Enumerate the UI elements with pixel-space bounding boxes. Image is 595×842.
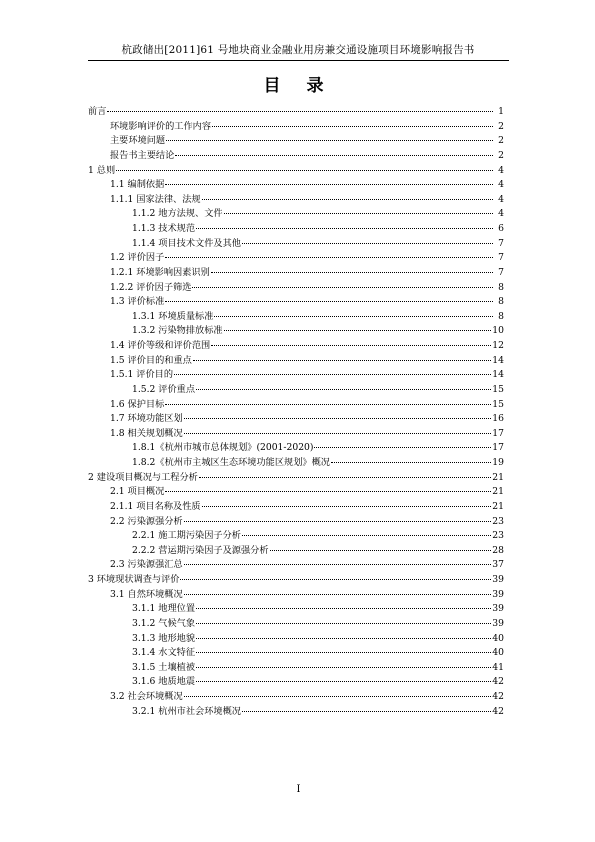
toc-title: 目 录: [263, 76, 334, 96]
toc-entry-page: 10: [492, 325, 504, 337]
toc-leader-dots: [242, 526, 491, 536]
toc-leader-dots: [184, 555, 492, 565]
table-of-contents: [88, 104, 504, 718]
toc-entry-page: 23: [492, 530, 504, 542]
toc-leader-dots: [107, 102, 493, 112]
toc-entry-title: 1.1.1 国家法律、法规: [110, 193, 201, 205]
toc-leader-dots: [242, 702, 491, 712]
toc-entry-title: 1.5.2 评价重点: [132, 383, 196, 395]
toc-entry-title: 1.3.1 环境质量标准: [132, 310, 214, 322]
toc-leader-dots: [196, 643, 491, 653]
header-rule: [88, 60, 509, 61]
toc-entry-title: 3.1.2 气候气象: [132, 617, 196, 629]
toc-entry-page: 15: [492, 398, 504, 410]
toc-entry-title: 1.3.2 污染物排放标准: [132, 325, 223, 337]
toc-leader-dots: [165, 292, 493, 302]
toc-entry-title: 2.2.2 营运期污染因子及源强分析: [132, 544, 269, 556]
toc-entry-title: 1.8 相关规划概况: [110, 427, 183, 439]
toc-entry-title: 1.5.1 评价目的: [110, 369, 174, 381]
toc-entry-page: 4: [498, 193, 504, 205]
toc-entry-title: 1.2.2 评价因子筛选: [110, 281, 192, 293]
toc-entry-page: 39: [492, 574, 504, 585]
toc-entry-page: 4: [498, 164, 504, 176]
toc-entry-title: 2.1.1 项目名称及性质: [110, 500, 201, 512]
toc-entry-title: 1.2 评价因子: [110, 252, 165, 264]
toc-entry-title: 1.6 保护目标: [110, 398, 165, 410]
toc-leader-dots: [196, 672, 491, 682]
toc-entry-title: 1.8.2《杭州市主城区生态环境功能区规划》概况: [132, 457, 330, 468]
toc-entry-title: 1.1.3 技术规范: [132, 223, 196, 234]
toc-entry-title: 3.1.3 地形地貌: [132, 632, 196, 644]
toc-leader-dots: [214, 307, 493, 317]
toc-leader-dots: [165, 482, 491, 492]
toc-leader-dots: [192, 278, 493, 288]
toc-leader-dots: [184, 585, 492, 595]
toc-leader-dots: [174, 365, 491, 375]
toc-leader-dots: [199, 468, 491, 478]
toc-leader-dots: [116, 161, 493, 171]
toc-entry-title: 1.4 评价等级和评价范围: [110, 340, 211, 351]
toc-entry-page: 14: [492, 369, 504, 381]
toc-entry-title: 3.2.1 杭州市社会环境概况: [132, 705, 241, 717]
toc-leader-dots: [165, 175, 493, 185]
toc-leader-dots: [224, 204, 493, 214]
toc-entry-title: 环境影响评价的工作内容: [110, 120, 212, 132]
toc-entry-page: 41: [492, 661, 504, 673]
page-header: 杭政储出[2011]61 号地块商业金融业用房兼交通设施项目环境影响报告书: [121, 44, 475, 56]
toc-entry-page: 2: [498, 120, 504, 132]
toc-entry-title: 1.7 环境功能区划: [110, 413, 183, 425]
toc-entry-title: 2.3 污染源强汇总: [110, 559, 183, 571]
toc-entry-page: 7: [498, 266, 504, 278]
toc-leader-dots: [331, 453, 491, 463]
toc-entry-page: 7: [498, 237, 504, 249]
toc-leader-dots: [184, 409, 492, 419]
toc-leader-dots: [314, 438, 491, 448]
toc-leader-dots: [202, 190, 493, 200]
toc-leader-dots: [184, 512, 492, 522]
toc-entry-title: 1.5 评价目的和重点: [110, 354, 192, 366]
toc-entry-page: 17: [492, 427, 504, 439]
toc-leader-dots: [180, 570, 491, 580]
toc-leader-dots: [196, 219, 493, 229]
toc-entry-title: 2.1 项目概况: [110, 486, 165, 498]
toc-entry-title: 1.8.1《杭州市城市总体规划》(2001-2020): [132, 442, 314, 454]
toc-entry-title: 3.1.5 土壤植被: [132, 661, 196, 673]
toc-leader-dots: [193, 351, 491, 361]
toc-entry-page: 40: [492, 632, 504, 644]
toc-entry-page: 14: [492, 354, 504, 366]
toc-entry-title: 1.1 编制依据: [110, 179, 165, 191]
toc-entry-page: 28: [492, 544, 504, 556]
toc-entry-page: 23: [492, 515, 504, 527]
toc-leader-dots: [175, 146, 493, 156]
toc-entry-title: 1 总则: [88, 164, 116, 176]
toc-entry-title: 前言: [88, 106, 107, 117]
toc-entry-page: 8: [498, 310, 504, 322]
toc-entry-page: 7: [498, 252, 504, 264]
toc-entry-title: 报告书主要结论: [110, 149, 175, 161]
toc-entry-title: 2.2.1 施工期污染因子分析: [132, 530, 241, 542]
toc-entry-page: 21: [492, 486, 504, 498]
toc-entry-page: 21: [492, 471, 504, 483]
toc-leader-dots: [196, 658, 491, 668]
toc-entry[interactable]: [88, 704, 504, 719]
page-number: I: [296, 784, 301, 795]
toc-entry-page: 42: [492, 691, 504, 702]
toc-entry-page: 16: [492, 413, 504, 425]
toc-entry-title: 1.3 评价标准: [110, 296, 165, 308]
toc-leader-dots: [165, 248, 493, 258]
toc-entry-page: 8: [498, 281, 504, 293]
toc-leader-dots: [211, 263, 493, 273]
toc-leader-dots: [184, 424, 492, 434]
toc-leader-dots: [224, 321, 492, 331]
toc-entry-page: 15: [492, 383, 504, 395]
toc-leader-dots: [196, 614, 491, 624]
toc-entry-page: 37: [492, 559, 504, 571]
toc-entry-title: 3.2 社会环境概况: [110, 691, 183, 702]
toc-entry-title: 1.1.2 地方法规、文件: [132, 208, 223, 220]
toc-entry-title: 3.1.4 水文特征: [132, 647, 196, 659]
toc-entry-title: 3.1.6 地质地震: [132, 676, 196, 688]
toc-entry-title: 1.1.4 项目技术文件及其他: [132, 237, 241, 249]
toc-entry-page: 39: [492, 617, 504, 629]
toc-entry-page: 17: [492, 442, 504, 454]
toc-entry-page: 8: [498, 296, 504, 308]
toc-entry-page: 4: [498, 179, 504, 191]
toc-entry-page: 40: [492, 647, 504, 659]
toc-entry-page: 2: [498, 149, 504, 161]
toc-leader-dots: [184, 687, 492, 697]
toc-entry-title: 2 建设项目概况与工程分析: [88, 471, 198, 483]
toc-entry-title: 3.1 自然环境概况: [110, 588, 183, 600]
toc-entry-page: 39: [492, 588, 504, 600]
toc-entry-title: 主要环境问题: [110, 135, 166, 147]
toc-entry-title: 3 环境现状调查与评价: [88, 574, 180, 585]
toc-entry-page: 4: [498, 208, 504, 220]
toc-entry-page: 12: [492, 340, 504, 351]
toc-entry-page: 42: [492, 705, 504, 717]
toc-entry-page: 39: [492, 603, 504, 615]
toc-leader-dots: [196, 629, 491, 639]
toc-entry-title: 3.1.1 地理位置: [132, 603, 196, 615]
toc-entry-page: 21: [492, 500, 504, 512]
toc-leader-dots: [196, 380, 491, 390]
toc-entry-page: 42: [492, 676, 504, 688]
toc-leader-dots: [212, 117, 493, 127]
toc-leader-dots: [165, 395, 491, 405]
toc-entry-page: 1: [498, 106, 504, 117]
toc-entry-page: 6: [498, 223, 504, 234]
toc-leader-dots: [270, 541, 492, 551]
toc-entry-title: 1.2.1 环境影响因素识别: [110, 266, 210, 278]
toc-leader-dots: [211, 336, 491, 346]
toc-entry-page: 19: [492, 457, 504, 468]
toc-entry-page: 2: [498, 135, 504, 147]
toc-leader-dots: [196, 599, 491, 609]
toc-leader-dots: [202, 497, 492, 507]
toc-leader-dots: [242, 234, 493, 244]
toc-leader-dots: [166, 131, 493, 141]
toc-entry-title: 2.2 污染源强分析: [110, 515, 183, 527]
